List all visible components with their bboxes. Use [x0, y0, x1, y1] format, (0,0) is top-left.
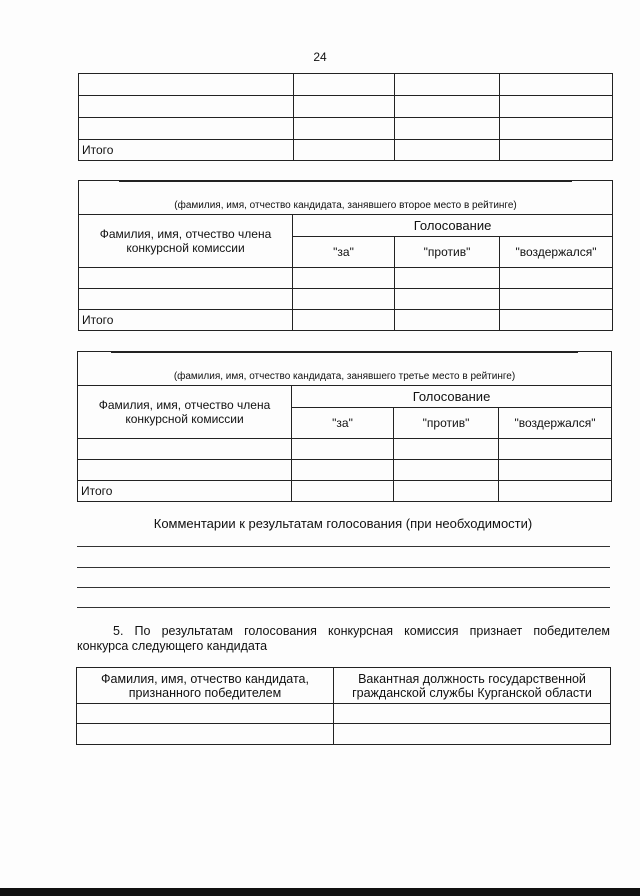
page-number: 24 [313, 50, 327, 64]
total-label: Итого [79, 310, 293, 331]
total-label: Итого [79, 140, 294, 161]
column-for: "за" [293, 237, 395, 268]
column-against: "против" [394, 408, 499, 439]
comment-line [77, 546, 610, 547]
second-place-voting-table [78, 180, 613, 331]
column-abstain: "воздержался" [499, 408, 612, 439]
total-row [78, 481, 612, 502]
comments-title: Комментарии к результатам голосования (при необходимости) [153, 516, 533, 531]
total-row [79, 140, 613, 161]
voting-table-continued [78, 73, 613, 161]
column-against: "против" [395, 237, 500, 268]
total-row [79, 310, 613, 331]
candidate-caption: (фамилия, имя, отчество кандидата, занявшего второе место в рейтинге) [174, 200, 517, 211]
candidate-name-line [111, 352, 578, 353]
candidate-caption: (фамилия, имя, отчество кандидата, занявшего третье место в рейтинге) [173, 371, 516, 382]
comment-line [77, 567, 610, 568]
table-row [79, 289, 613, 310]
winner-table [76, 667, 611, 745]
voting-header: Голосование [292, 386, 612, 408]
vacant-position-header: Вакантная должность государственной гражданской службы Курганской области [334, 668, 611, 704]
comment-line [77, 607, 610, 608]
table-row [79, 268, 613, 289]
table-row [78, 439, 612, 460]
winner-name-header: Фамилия, имя, отчество кандидата, признанного победителем [77, 668, 334, 704]
table-row [78, 460, 612, 481]
candidate-row [79, 181, 613, 215]
column-abstain: "воздержался" [500, 237, 613, 268]
candidate-name-line [119, 181, 572, 182]
table-row [77, 704, 611, 724]
section-5-text: 5. По результатам голосования конкурсная комиссия признает победителем конкурса следующего кандидата [77, 624, 610, 653]
table-row [77, 724, 611, 745]
column-for: "за" [292, 408, 394, 439]
third-place-voting-table [77, 351, 612, 502]
member-name-header: Фамилия, имя, отчество члена конкурсной комиссии [78, 386, 292, 439]
scan-edge [0, 888, 640, 896]
comment-line [77, 587, 610, 588]
member-name-header: Фамилия, имя, отчество члена конкурсной комиссии [79, 215, 293, 268]
table-row [79, 74, 613, 96]
voting-header: Голосование [293, 215, 613, 237]
candidate-row [78, 352, 612, 386]
total-label: Итого [78, 481, 292, 502]
table-row [79, 96, 613, 118]
table-row [79, 118, 613, 140]
